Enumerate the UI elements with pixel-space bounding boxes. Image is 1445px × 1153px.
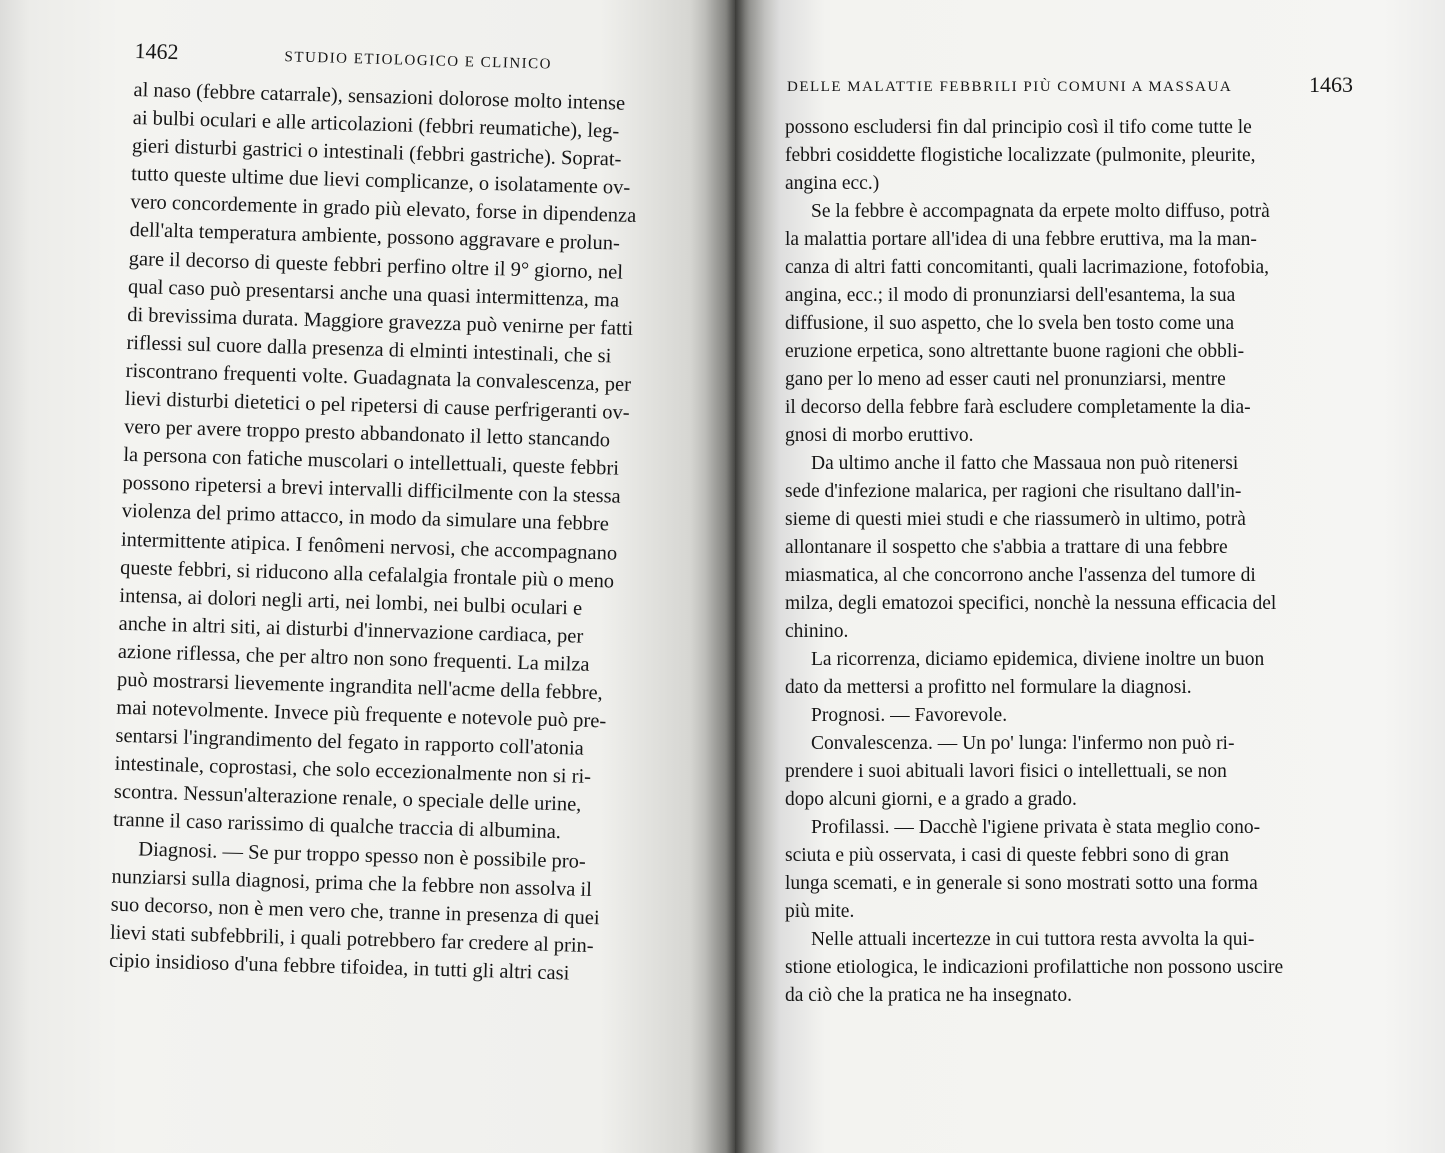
right-running-head — [785, 70, 1353, 104]
text-line: Prognosi. — Favorevole. — [811, 705, 1008, 726]
text-line: diffusione, il suo aspetto, che lo svela ben tosto come una — [785, 313, 1235, 334]
text-line: sede d'infezione malarica, per ragioni che risultano dall'in- — [785, 481, 1242, 502]
text-line: La ricorrenza, diciamo epidemica, diviene inoltre un buon — [811, 649, 1265, 670]
text-line: stione etiologica, le indicazioni profilattiche non possono uscire — [785, 957, 1284, 978]
text-line: da ciò che la pratica ne ha insegnato. — [785, 985, 1072, 1006]
text-line: tranne il caso rarissimo di qualche traccia di albumina. — [112, 809, 562, 844]
text-line: chinino. — [785, 621, 849, 642]
text-line: sieme di questi miei studi e che riassumerò in ultimo, potrà — [785, 509, 1246, 530]
text-line: lievi stati subfebbrili, i quali potrebbero far credere al prin- — [109, 921, 594, 957]
text-line: gano per lo meno ad esser cauti nel pronunziarsi, mentre — [785, 369, 1226, 390]
text-line: può mostrarsi lievemente ingrandita nell'acme della febbre, — [116, 668, 604, 705]
text-line: sentarsi l'ingrandimento del fegato in rapporto coll'atonia — [115, 724, 585, 760]
text-line: intestinale, coprostasi, che solo eccezionalmente non si ri- — [114, 752, 592, 789]
text-line: violenza del primo attacco, in modo da simulare una febbre — [121, 500, 610, 536]
text-line: più mite. — [785, 901, 855, 922]
text-line: vero per avere troppo presto abbandonato il letto stancando — [123, 415, 611, 452]
text-line: cipio insidioso d'una febbre tifoidea, in tutti gli altri casi — [108, 949, 570, 985]
text-line: intensa, ai dolori negli arti, nei lombi, nei bulbi oculari e — [119, 584, 583, 620]
text-line: miasmatica, al che concorrono anche l'assenza del tumore di — [785, 565, 1256, 586]
text-line: queste febbri, si riducono alla cefalalgia frontale più o meno — [119, 556, 615, 593]
text-line: ai bulbi oculari e alle articolazioni (febbri reumatiche), leg- — [132, 107, 620, 143]
text-line: possono escludersi fin dal principio così il tifo come tutte le — [785, 117, 1252, 138]
text-line: possono ripetersi a brevi intervalli difficilmente con la stessa — [122, 472, 622, 509]
text-line: Se la febbre è accompagnata da erpete molto diffuso, potrà — [811, 201, 1270, 222]
text-line: qual caso può presentarsi anche una quasi intermittenza, ma — [127, 275, 620, 312]
text-line: prendere i suoi abituali lavori fisici o intellettuali, se non — [785, 761, 1227, 782]
left-running-head-title: STUDIO ETIOLOGICO E CLINICO — [284, 49, 553, 73]
text-line: gare il decorso di queste febbri perfino oltre il 9° giorno, nel — [128, 247, 624, 284]
text-line: anche in altri siti, ai disturbi d'innervazione cardiaca, per — [118, 612, 584, 648]
left-page-body — [109, 76, 689, 990]
left-page-content — [109, 38, 690, 990]
text-line: gieri disturbi gastrici o intestinali (febbri gastriche). Soprat- — [131, 135, 622, 171]
text-line: vero concordemente in grado più elevato, forse in dipendenza — [130, 191, 637, 228]
text-line: febbri cosiddette flogistiche localizzate (pulmonite, pleurite, — [785, 145, 1256, 166]
text-line: la persona con fatiche muscolari o intellettuali, queste febbri — [123, 444, 620, 480]
right-page-content — [785, 70, 1353, 1010]
text-line: al naso (febbre catarrale), sensazioni dolorose molto intense — [133, 78, 626, 115]
text-line: Profilassi. — Dacchè l'igiene privata è stata meglio cono- — [811, 817, 1261, 838]
text-line: milza, degli ematozoi specifici, nonchè la nessuna efficacia del — [785, 593, 1277, 614]
text-line: Convalescenza. — Un po' lunga: l'infermo non può ri- — [811, 733, 1235, 754]
text-line: eruzione erpetica, sono altrettante buone ragioni che obbli- — [785, 341, 1245, 362]
text-line: scontra. Nessun'alterazione renale, o speciale delle urine, — [113, 781, 582, 817]
right-page-body — [785, 114, 1315, 1010]
text-line: Diagnosi. — Se pur troppo spesso non è possibile pro- — [138, 837, 587, 873]
text-line: lievi disturbi dietetici o pel ripetersi di cause perfrigeranti ov- — [124, 387, 630, 424]
text-line: lunga scemati, e in generale si sono mostrati sotto una forma — [785, 873, 1258, 894]
text-line: riscontrano frequenti volte. Guadagnata la convalescenza, per — [125, 359, 632, 396]
text-line: sciuta e più osservata, i casi di queste febbri sono di gran — [785, 845, 1230, 866]
right-page — [735, 0, 1445, 1153]
right-running-head-title: DELLE MALATTIE FEBBRILI PIÙ COMUNI A MASSAUA — [787, 79, 1233, 95]
text-line: dato da mettersi a profitto nel formulare la diagnosi. — [785, 677, 1192, 698]
text-line: intermittente atipica. I fenômeni nervosi, che accompagnano — [120, 528, 618, 565]
text-line: angina, ecc.; il modo di pronunziarsi dell'esantema, la sua — [785, 285, 1236, 306]
text-line: gnosi di morbo eruttivo. — [785, 425, 974, 446]
text-line: riflessi sul cuore dalla presenza di elminti intestinali, che si — [126, 331, 612, 368]
text-line: il decorso della febbre farà escludere completamente la dia- — [785, 397, 1251, 418]
text-line: la malattia portare all'idea di una febbre eruttiva, ma la man- — [785, 229, 1257, 250]
right-page-number: 1463 — [1309, 72, 1353, 97]
text-line: dell'alta temperatura ambiente, possono aggravare e prolun- — [129, 219, 621, 256]
text-line: suo decorso, non è men vero che, tranne in presenza di quei — [110, 893, 600, 930]
text-line: Da ultimo anche il fatto che Massaua non può ritenersi — [811, 453, 1239, 474]
text-line: angina ecc.) — [785, 173, 880, 194]
text-line: canza di altri fatti concomitanti, quali lacrimazione, fotofobia, — [785, 257, 1270, 278]
text-line: allontanare il sospetto che s'abbia a trattare di una febbre — [785, 537, 1228, 558]
text-line: dopo alcuni giorni, e a grado a grado. — [785, 789, 1077, 810]
text-line: Nelle attuali incertezze in cui tuttora resta avvolta la qui- — [811, 929, 1255, 950]
left-page-number: 1462 — [134, 38, 179, 65]
text-line: mai notevolmente. Invece più frequente e notevole può pre- — [115, 696, 607, 733]
text-line: azione riflessa, che per altro non sono frequenti. La milza — [117, 640, 590, 676]
text-line: di brevissima durata. Maggiore gravezza può venirne per fatti — [126, 303, 634, 340]
text-line: nunziarsi sulla diagnosi, prima che la febbre non assolva il — [111, 865, 593, 901]
text-line: tutto queste ultime due lievi complicanze, o isolatamente ov- — [130, 163, 631, 200]
